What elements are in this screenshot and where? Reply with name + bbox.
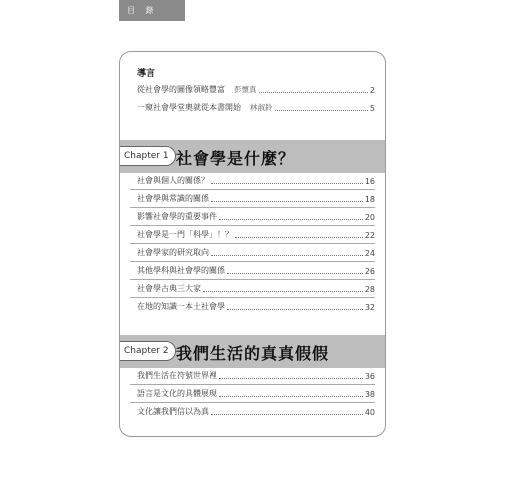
leader-dots <box>235 237 363 238</box>
entry-page: 28 <box>364 285 375 294</box>
toc-entry[interactable] <box>137 228 375 240</box>
row-divider <box>130 261 375 262</box>
chapter-1-bar <box>120 140 385 173</box>
entry-title: 語言是文化的具體展現 <box>137 389 217 398</box>
entry-title: 我們生活在符號世界裡 <box>137 371 217 380</box>
row-divider <box>130 207 375 208</box>
row-divider <box>130 402 375 403</box>
chapter-2-bar <box>120 335 385 368</box>
entry-title: 社會學與常識的關係 <box>137 194 209 203</box>
leader-dots <box>211 201 363 202</box>
entry-page: 32 <box>364 303 375 312</box>
toc-entry[interactable] <box>137 300 375 312</box>
row-divider <box>130 189 375 190</box>
entry-title: 影響社會學的重要事件 <box>137 212 217 221</box>
leader-dots <box>219 219 363 220</box>
toc-entry[interactable] <box>137 192 375 204</box>
header-label: 目 錄 <box>127 6 158 15</box>
entry-page: 22 <box>364 231 375 240</box>
entry-page: 40 <box>364 408 375 417</box>
entry-title: 一窺社會學堂奧就從本書開始 <box>137 103 241 112</box>
entry-title: 社會學是一門「科學」！？ <box>137 230 233 239</box>
leader-dots <box>219 396 363 397</box>
leader-dots <box>203 291 363 292</box>
entry-page: 2 <box>369 86 375 95</box>
leader-dots <box>211 255 363 256</box>
entry-title: 社會學古典三大家 <box>137 284 201 293</box>
entry-page: 36 <box>364 372 375 381</box>
chapter-2-label-text: Chapter 2 <box>124 346 169 356</box>
leader-dots <box>227 273 363 274</box>
entry-page: 38 <box>364 390 375 399</box>
row-divider <box>130 225 375 226</box>
entry-page: 5 <box>369 104 375 113</box>
row-divider <box>130 279 375 280</box>
toc-entry[interactable] <box>137 264 375 276</box>
entry-page: 20 <box>364 213 375 222</box>
entry-title: 在地的知識一本土社會學 <box>137 302 225 311</box>
toc-entry[interactable] <box>137 405 375 417</box>
entry-page: 26 <box>364 267 375 276</box>
chapter-1-label-text: Chapter 1 <box>124 151 169 161</box>
leader-dots <box>211 183 363 184</box>
toc-entry[interactable] <box>137 174 375 186</box>
entry-page: 16 <box>364 177 375 186</box>
leader-dots <box>275 110 368 111</box>
entry-title: 從社會學的圖像領略豐富 <box>137 85 225 94</box>
entry-page: 18 <box>364 195 375 204</box>
leader-dots <box>259 92 368 93</box>
intro-heading: 導言 <box>137 69 156 79</box>
toc-entry[interactable] <box>137 282 375 294</box>
toc-entry[interactable] <box>137 210 375 222</box>
entry-author: 林淑鈴 <box>250 103 273 112</box>
entry-author: 彭懷真 <box>234 85 257 94</box>
header-tab <box>119 0 185 21</box>
leader-dots <box>211 414 363 415</box>
toc-card <box>119 51 386 437</box>
entry-title: 文化讓我們信以為真 <box>137 407 209 416</box>
chapter-1-label <box>120 146 176 166</box>
chapter-1-title: 社會學是什麼？ <box>176 149 296 168</box>
entry-page: 24 <box>364 249 375 258</box>
entry-title: 社會與個人的關係？ <box>137 176 209 185</box>
leader-dots <box>227 309 363 310</box>
chapter-2-label <box>120 341 176 361</box>
row-divider <box>130 243 375 244</box>
toc-entry[interactable] <box>137 83 375 95</box>
entry-title: 社會學家的研究取向 <box>137 248 209 257</box>
row-divider <box>130 297 375 298</box>
toc-entry[interactable] <box>137 101 375 113</box>
row-divider <box>130 384 375 385</box>
toc-entry[interactable] <box>137 387 375 399</box>
leader-dots <box>219 378 363 379</box>
toc-entry[interactable] <box>137 246 375 258</box>
chapter-2-title: 我們生活的真真假假 <box>176 344 330 363</box>
entry-title: 其他學科與社會學的關係 <box>137 266 225 275</box>
toc-entry[interactable] <box>137 369 375 381</box>
